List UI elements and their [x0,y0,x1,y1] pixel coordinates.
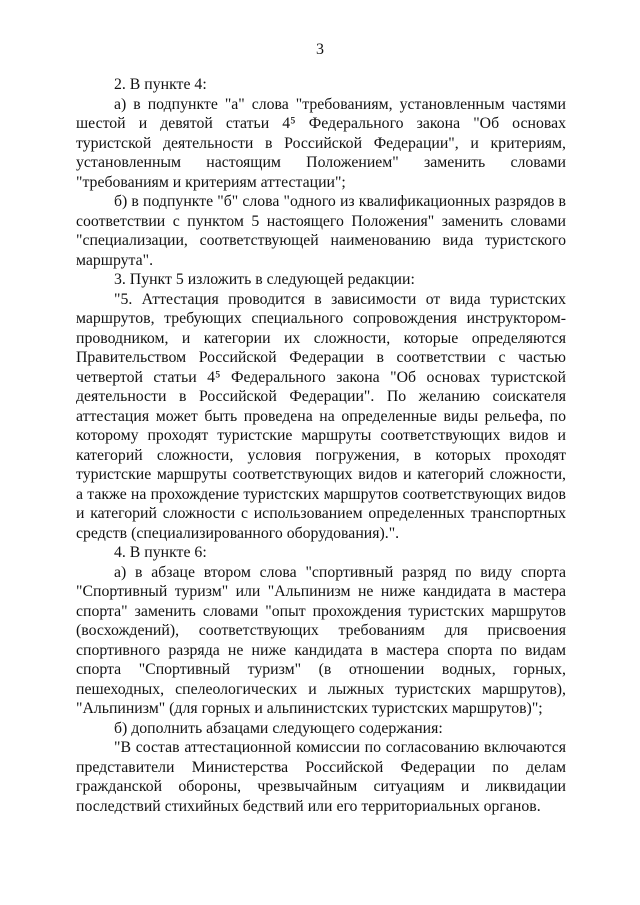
paragraph-subitem-b: б) в подпункте "б" слова "одного из квалификационных разрядов в соответствии с пунктом 5 настоящего Положения" заменить словами "специализации, соответствующей наименованию вида туристского маршрута". [76,193,566,269]
paragraph-item-4-heading: 4. В пункте 6: [114,544,207,561]
paragraph-subitem-a: а) в подпункте "а" слова "требованиям, установленным частями шестой и девятой статьи 4⁵ Федерального закона "Об основах туристской деятельности в Российской Федерации", и критериям, установленным настоящим Положением" заменить словами "требованиям и критериям аттестации"; [76,95,566,191]
paragraph-item-2-heading: 2. В пункте 4: [114,76,207,93]
paragraph-item-5-new-text: "5. Аттестация проводится в зависимости от вида туристских маршрутов, требующих специального сопровождения инструктором-проводником, и категории их сложности, которые определяются Правительством Российской Федерации в соответствии с частью четвертой статьи 4⁵ Федерального закона "Об основах туристской деятельности в Российской Федерации". По желанию соискателя аттестация может быть проведена на определенные виды рельефа, по которому проходят туристские маршруты соответствующих видов и категорий сложности, условия погружения, в которых проходят туристские маршруты соответствующих видов и категорий сложности, а также на прохождение туристских маршрутов соответствующих видов и категорий сложности с использованием определенных транспортных средств (специализированного оборудования).". [76,290,566,542]
paragraph-item-6-subitem-b: б) дополнить абзацами следующего содержания: [114,719,443,737]
page-number: 3 [316,41,324,58]
document-body [76,75,566,816]
paragraph-item-6-subitem-a: а) в абзаце втором слова "спортивный разряд по виду спорта "Спортивный туризм" или "Альпинизм не ниже кандидата в мастера спорта" заменить словами "опыт прохождения туристских маршрутов (восхождений), соответствующих требованиям для присвоения спортивного разряда не ниже кандидата в мастера спорта по видам спорта "Спортивный туризм" (в отношении водных, горных, пешеходных, спелеологических и лыжных туристских маршрутов), "Альпинизм" (для горных и альпинистских туристских маршрутов)"; [76,563,566,717]
paragraph-commission-composition: "В состав аттестационной комиссии по согласованию включаются представители Министерства Российской Федерации по делам гражданской обороны, чрезвычайным ситуациям и ликвидации последствий стихийных бедствий или его территориальных органов. [76,739,566,815]
paragraph-item-3-heading: 3. Пункт 5 изложить в следующей редакции: [114,271,415,288]
